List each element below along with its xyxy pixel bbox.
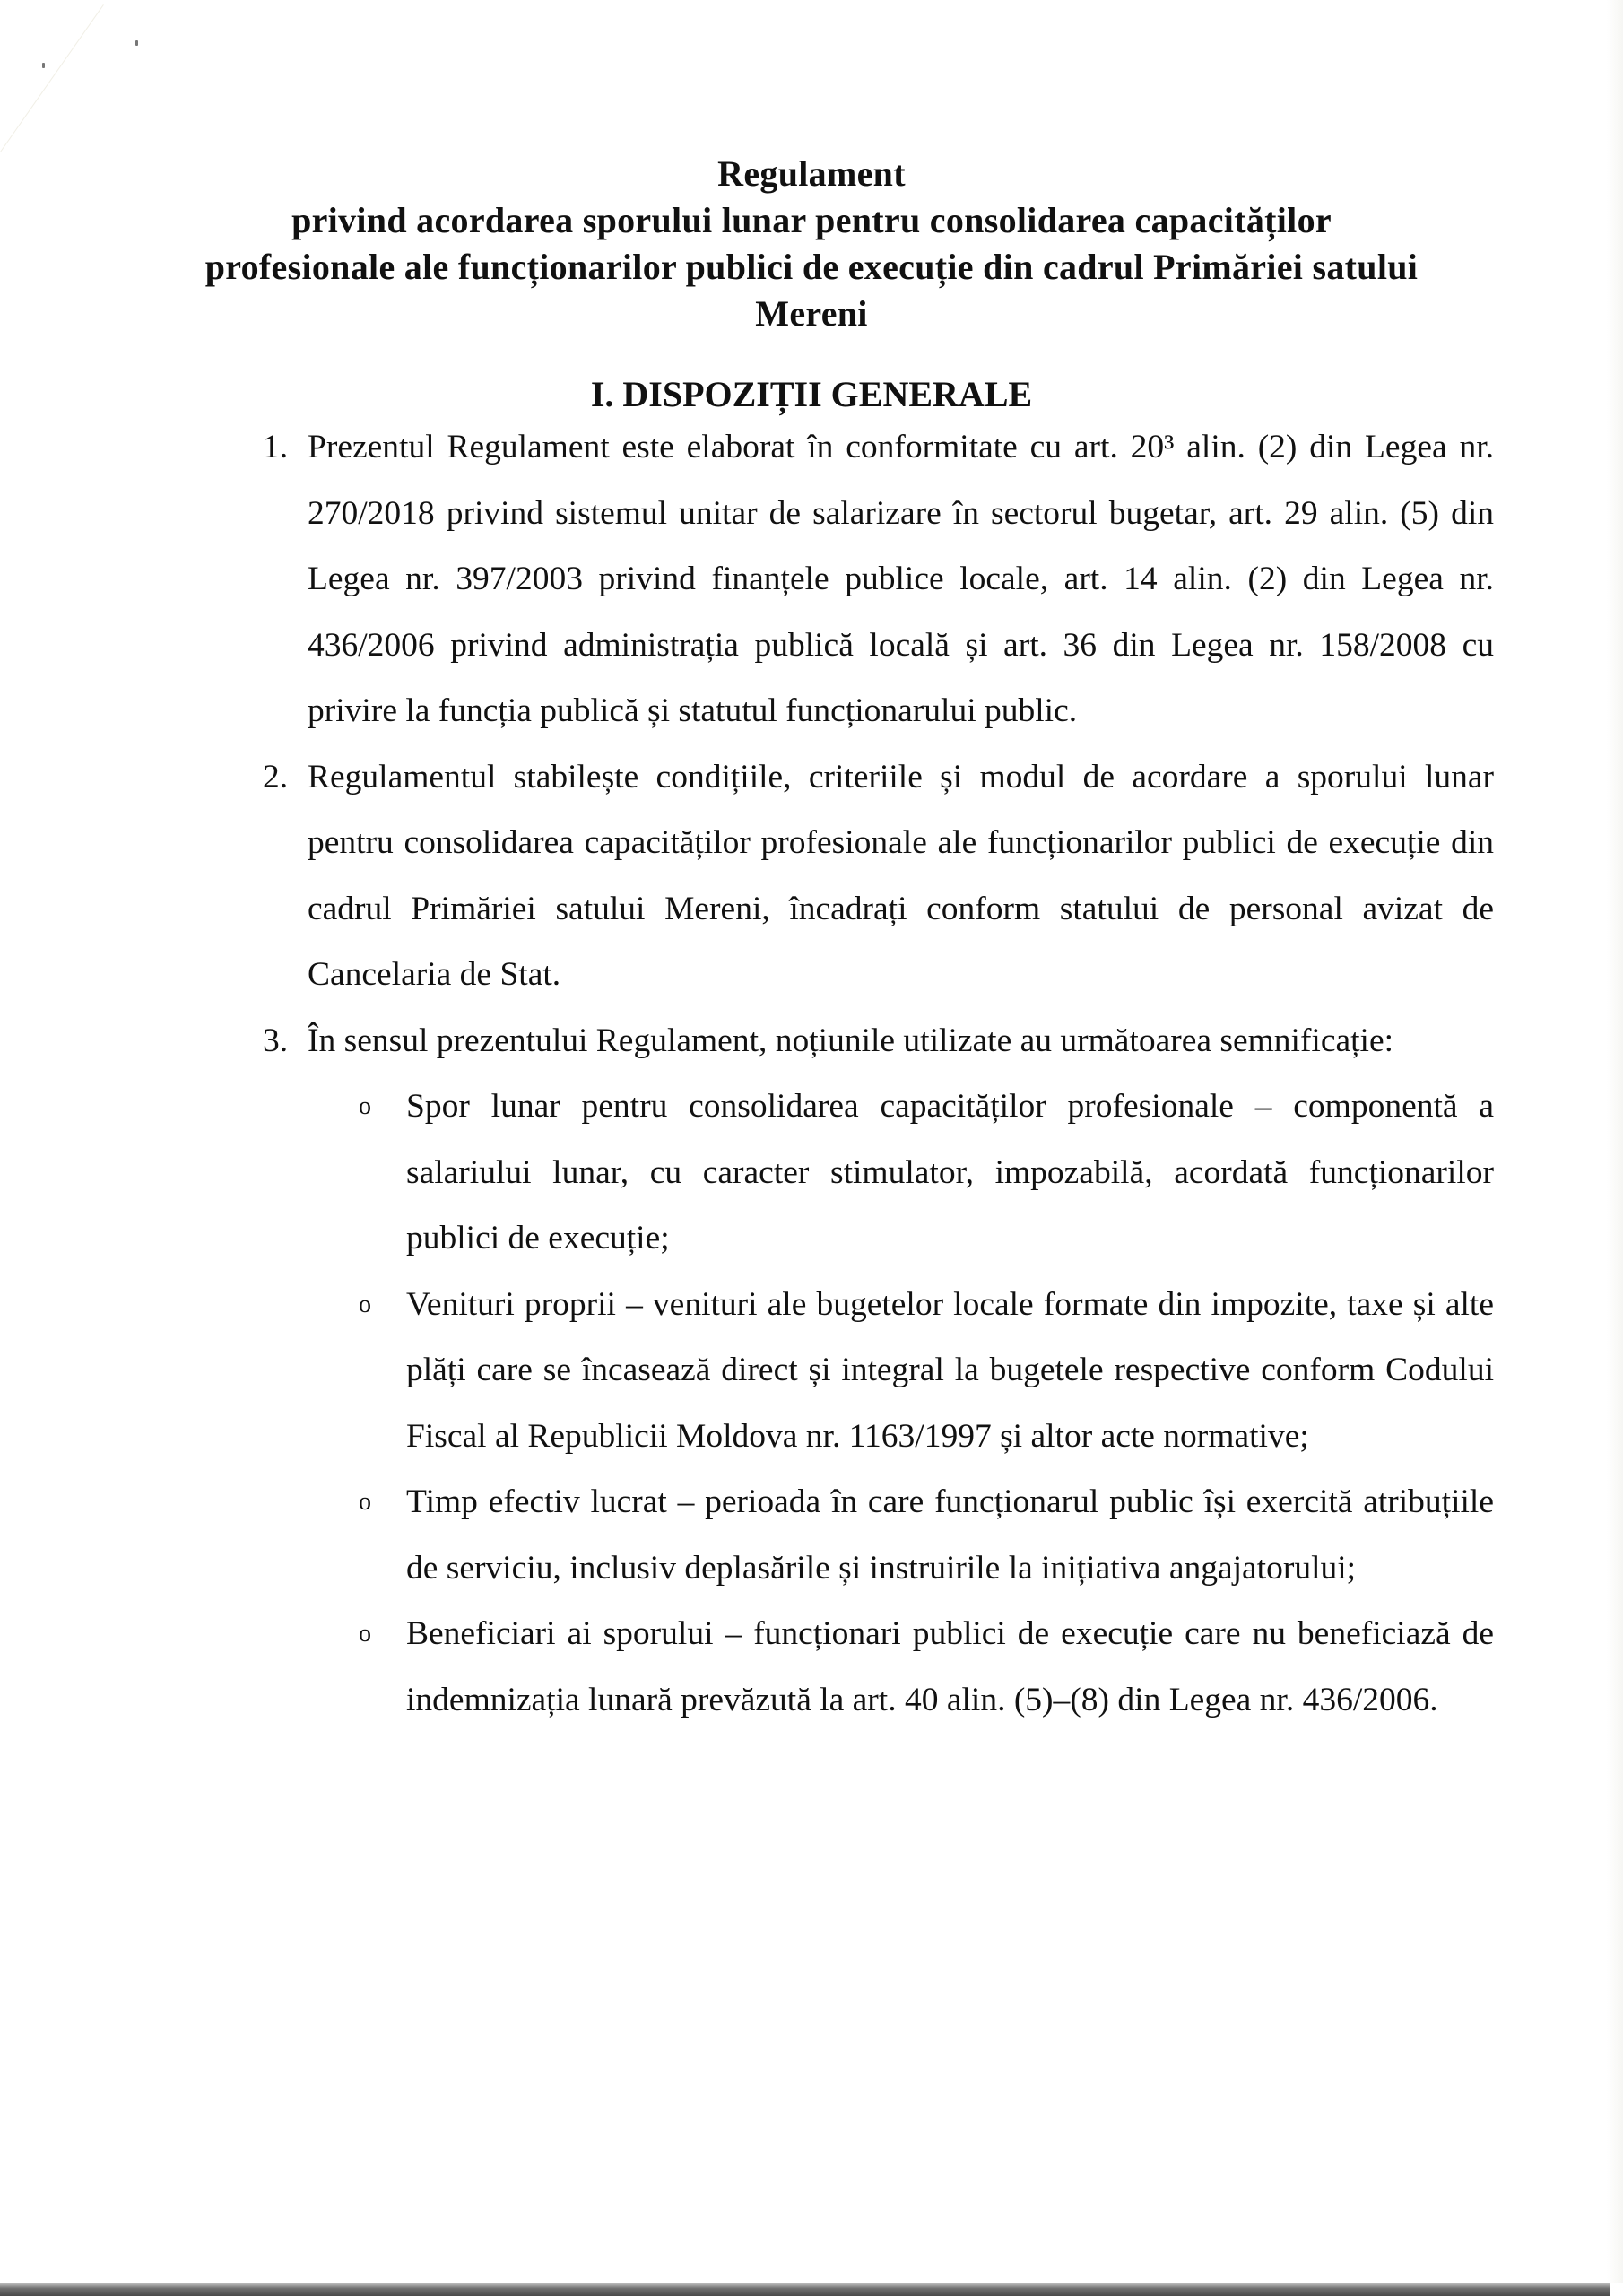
item-number: 1. — [263, 429, 289, 465]
list-item — [263, 414, 1494, 744]
hollow-bullet-icon: o — [359, 1620, 371, 1648]
title-line: Mereni — [755, 293, 868, 334]
definition-text: Beneficiari ai sporului – funcționari publici de execuție care nu beneficiază de indemnizația lunară prevăzută la art. 40 alin. (5)–(8) din Legea nr. 436/2006. — [406, 1615, 1494, 1718]
section-heading: I. DISPOZIȚII GENERALE — [590, 374, 1033, 414]
definition-item — [263, 1601, 1494, 1733]
list-item — [263, 744, 1494, 1008]
definitions-list — [263, 1074, 1494, 1733]
definition-text: Timp efectiv lucrat – perioada în care funcționarul public își exercită atribuțiile de serviciu, inclusiv deplasările și instruirile la inițiativa angajatorului; — [406, 1483, 1494, 1587]
hollow-bullet-icon: o — [359, 1092, 371, 1120]
title-line: Regulament — [717, 153, 906, 194]
scan-right-margin — [1607, 0, 1623, 2283]
list-item — [263, 1008, 1494, 1074]
definition-item — [263, 1272, 1494, 1470]
hollow-bullet-icon: o — [359, 1290, 371, 1318]
document-title — [0, 151, 1623, 337]
scan-speck — [42, 63, 45, 68]
definition-text: Venituri proprii – venituri ale bugetelor locale formate din impozite, taxe și alte plăți care se încasează direct și integral la bugetele respective conform Codului Fiscal al Republicii Moldova nr. 1163/1997 și altor acte normative; — [406, 1285, 1494, 1455]
item-text: În sensul prezentului Regulament, noțiunile utilizate au următoarea semnificație: — [308, 1022, 1394, 1059]
item-number: 3. — [263, 1022, 289, 1059]
scanner-bottom-edge — [0, 2283, 1610, 2296]
hollow-bullet-icon: o — [359, 1488, 371, 1516]
title-line: profesionale ale funcționarilor publici de execuție din cadrul Primăriei satului — [204, 247, 1419, 287]
definition-item — [263, 1074, 1494, 1272]
title-line: privind acordarea sporului lunar pentru consolidarea capacităților — [291, 200, 1332, 240]
item-text: Regulamentul stabilește condițiile, criteriile și modul de acordare a sporului lunar pentru consolidarea capacităților profesionale ale funcționarilor publici de execuție din cadrul Primăriei satului Mereni, încadrați conform statului de personal avizat de Cancelaria de Stat. — [308, 758, 1494, 993]
scan-speck — [135, 40, 138, 46]
definition-item — [263, 1469, 1494, 1601]
definition-text: Spor lunar pentru consolidarea capacităților profesionale – componentă a salariului lunar, cu caracter stimulator, impozabilă, acordată funcționarilor publici de execuție; — [406, 1088, 1494, 1257]
scan-artifact-line — [0, 4, 104, 152]
item-number: 2. — [263, 758, 289, 796]
item-text: Prezentul Regulament este elaborat în conformitate cu art. 20³ alin. (2) din Legea nr. 270/2018 privind sistemul unitar de salarizare în sectorul bugetar, art. 29 alin. (5) din Legea nr. 397/2003 privind finanțele publice locale, art. 14 alin. (2) din Legea nr. 436/2006 privind administrația publică locală și art. 36 din Legea nr. 158/2008 cu privire la funcția publică și statutul funcționarului public. — [308, 429, 1494, 729]
numbered-list — [263, 414, 1494, 1733]
